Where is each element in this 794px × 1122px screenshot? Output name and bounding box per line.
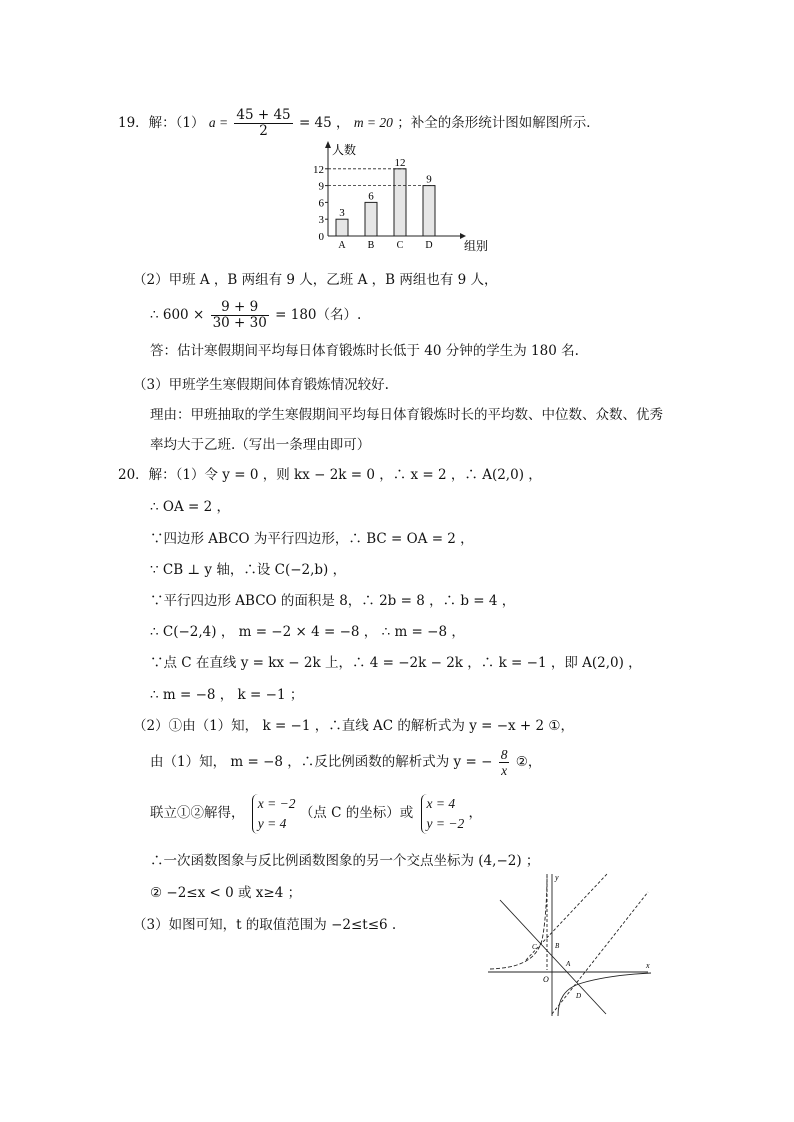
graph-label-x: x [646, 961, 650, 970]
q20-line2: ∴ OA = 2 ， [150, 499, 230, 515]
function-graph [486, 870, 656, 1020]
q19-line1 [118, 104, 600, 142]
system-middle: （点 C 的坐标）或 [299, 805, 414, 821]
inverse-denominator: x [501, 763, 508, 778]
system-suffix: ， [468, 805, 483, 821]
graph-label-b: B [555, 942, 560, 950]
system-solution-2 [421, 794, 465, 834]
q19-part2-answer: 答：估计寒假期间平均每日体育锻炼时长低于 40 分钟的学生为 180 名. [150, 343, 579, 359]
dashed-line-upper [526, 874, 607, 960]
fraction-numerator: 45 + 45 [236, 107, 291, 123]
q19-line1-tail: ；补全的条形统计图如解图所示． [397, 115, 600, 131]
chart-y-arrow [325, 141, 331, 148]
q20-line14: （3）如图可知，t 的取值范围为 −2≤t≤6 . [133, 917, 397, 933]
ratio-denominator: 30 + 30 [212, 315, 267, 331]
system-prefix: 联立①②解得， [150, 805, 245, 821]
chart-bar-value-label: 3 [339, 207, 345, 220]
q20-line5: ∵平行四边形 ABCO 的面积是 8，∴ 2b = 8 ，∴ b = 4 ， [150, 593, 516, 609]
inverse-numerator: 8 [500, 747, 508, 762]
chart-y-tick-label: 6 [318, 197, 324, 210]
q19-part2-calc [150, 298, 361, 332]
chart-category-label: C [396, 240, 404, 251]
chart-y-tick-label: 0 [318, 231, 324, 243]
q20-line4: ∵ CB ⊥ y 轴，∴设 C(−2,b) ， [150, 562, 347, 578]
q20-line13: ② −2≤x < 0 或 x≥4 ； [150, 885, 302, 901]
q19-label: 19．解：（1） [118, 115, 205, 131]
system-solution-1 [252, 794, 296, 834]
chart-y-tick-label: 9 [318, 180, 324, 193]
q19-part2-line1: （2）甲班 A ，B 两组有 9 人，乙班 A ，B 两组也有 9 人， [133, 272, 498, 288]
q19-part3-line3: 率均大于乙班.（写出一条理由即可） [150, 437, 371, 453]
chart-bar [365, 202, 377, 236]
q20-line6: ∴ C(−2,4) ， m = −2 × 4 = −8 ， ∴ m = −8 ， [150, 624, 465, 640]
q20-line8: ∴ m = −8 ， k = −1 ； [150, 687, 304, 703]
ratio-numerator: 9 + 9 [211, 300, 269, 316]
calc-result: = 180（名）. [275, 307, 362, 323]
solution-2-x: x = 4 [426, 795, 456, 811]
m-value: m = 20 [353, 115, 393, 130]
solution-1-y: y = 4 [257, 815, 287, 831]
chart-category-label: B [367, 240, 375, 251]
fraction-denominator: 2 [259, 123, 268, 139]
calc-prefix: ∴ 600 × [150, 307, 205, 323]
graph-label-d: D [576, 992, 582, 1000]
solution-2-y: y = −2 [426, 815, 465, 831]
q20-line1: 20．解：（1）令 y = 0 ，则 kx − 2k = 0 ，∴ x = 2 ，∴ A(2,0) ， [118, 467, 542, 483]
chart-y-tick-label: 3 [318, 214, 324, 227]
chart-category-label: A [338, 240, 346, 251]
inverse-function-prefix: 由（1）知， m = −8 ，∴反比例函数的解析式为 y = − [150, 754, 493, 770]
q20-line11 [150, 792, 482, 834]
q19-part3-line2: 理由：甲班抽取的学生寒假期间平均每日体育锻炼时长的平均数、中位数、众数、优秀 [150, 407, 663, 423]
q20-line7: ∵点 C 在直线 y = kx − 2k 上，∴ 4 = −2k − 2k ，∴ k = −1 ，即 A(2,0) ， [150, 655, 642, 671]
graph-label-a: A [566, 960, 571, 968]
inverse-function-suffix: ②， [515, 754, 542, 770]
q20-line9: （2）①由（1）知， k = −1 ，∴直线 AC 的解析式为 y = −x + 2 ①， [133, 718, 575, 734]
a-result: = 45 ， [298, 115, 350, 131]
q20-line10 [150, 744, 541, 780]
q20-line12: ∴一次函数图象与反比例函数图象的另一个交点坐标为 (4,−2) ； [150, 853, 540, 869]
line-ac [500, 900, 606, 1014]
graph-label-origin: O [543, 975, 549, 984]
a-variable: a = [208, 115, 229, 130]
chart-bar [394, 169, 406, 236]
chart-y-tick-label: 12 [313, 163, 324, 176]
graph-label-c: C [532, 943, 537, 951]
chart-bar-value-label: 6 [368, 190, 374, 203]
fraction-inverse [499, 747, 510, 778]
hyperbola-left-branch [490, 876, 547, 969]
fraction-a [234, 108, 292, 139]
chart-bar [423, 186, 435, 236]
graph-label-y: y [555, 873, 559, 882]
chart-bar [336, 219, 348, 236]
chart-bar-value-label: 12 [394, 156, 406, 169]
solution-1-x: x = −2 [257, 795, 296, 811]
q19-part3-line1: （3）甲班学生寒假期间体育锻炼情况较好. [133, 377, 389, 393]
chart-y-label: 人数 [332, 143, 357, 157]
fraction-ratio [211, 300, 269, 331]
chart-bar-value-label: 9 [426, 173, 432, 186]
hyperbola-right-branch [558, 973, 651, 1016]
chart-category-label: D [425, 240, 433, 251]
bar-chart [300, 138, 500, 256]
q20-line3: ∵四边形 ABCO 为平行四边形，∴ BC = OA = 2 ， [150, 531, 474, 547]
dashed-line-lower [552, 892, 648, 1014]
chart-x-label: 组别 [464, 239, 489, 253]
